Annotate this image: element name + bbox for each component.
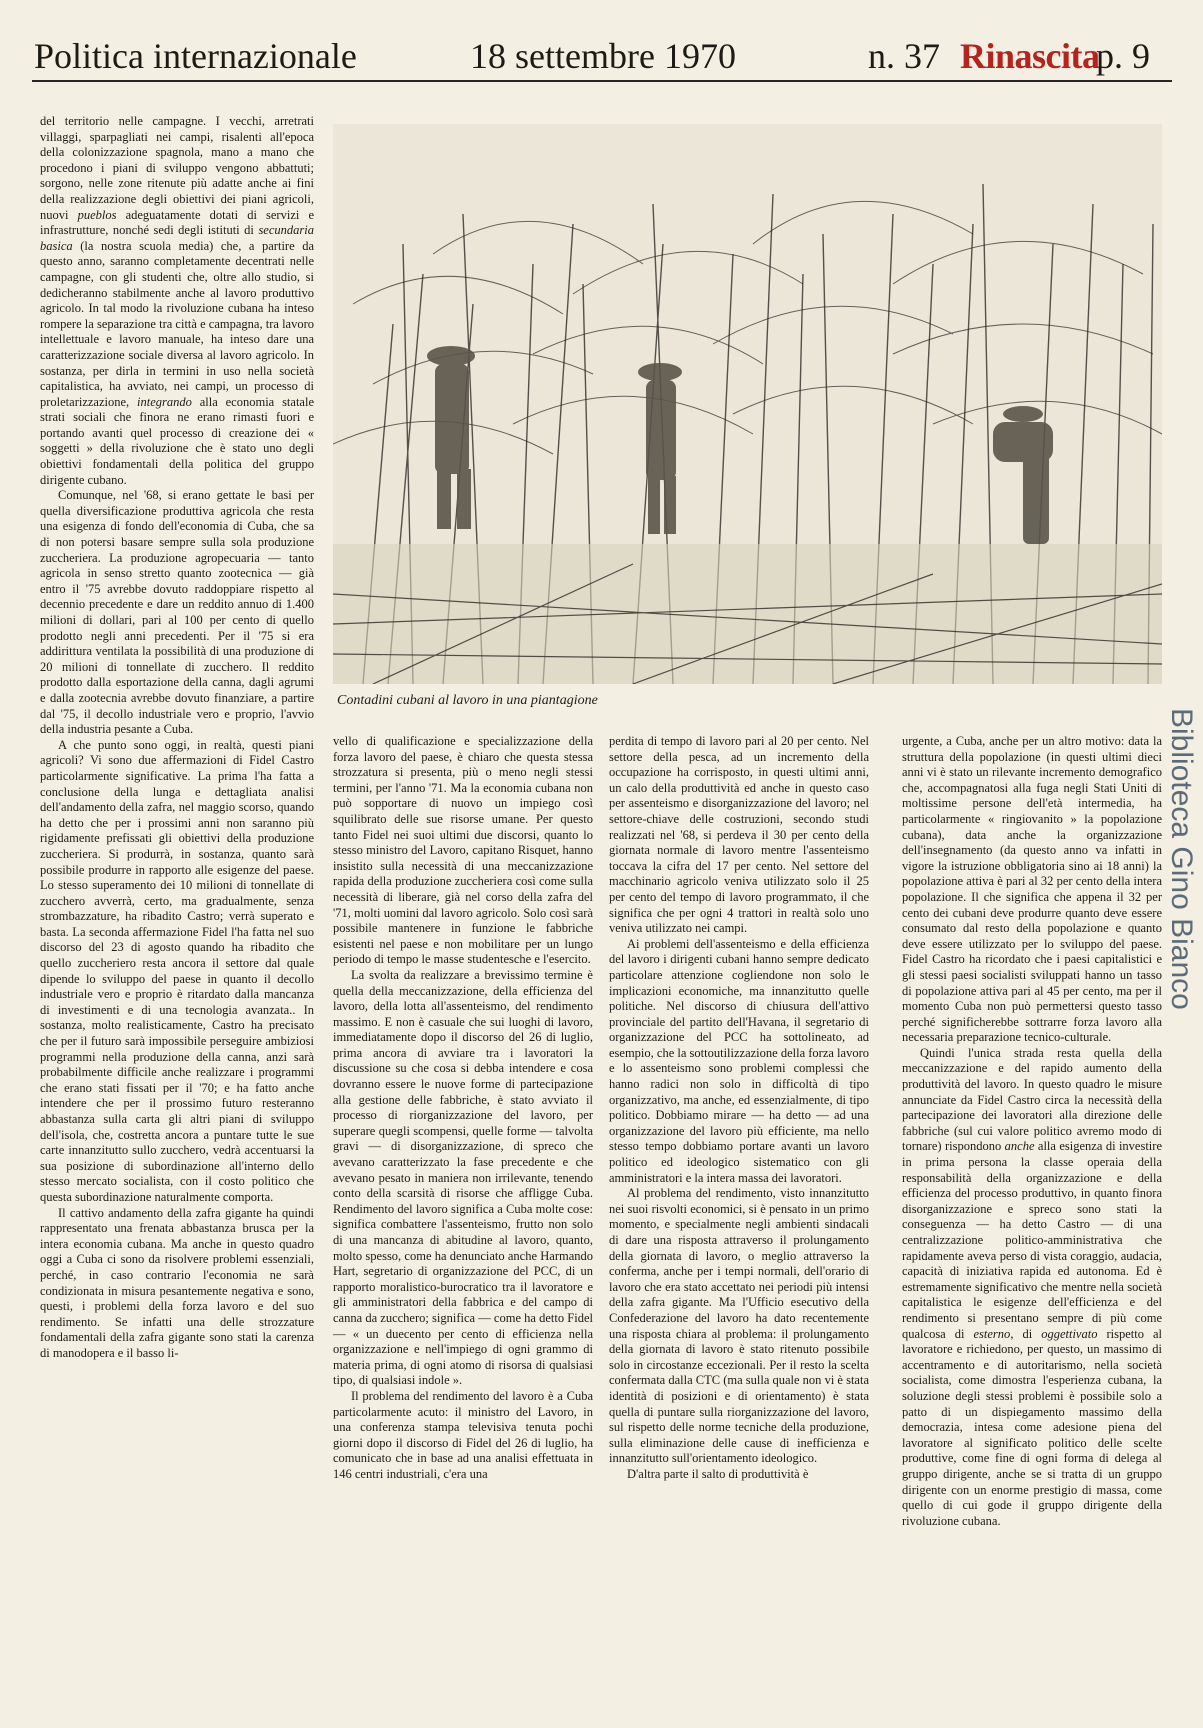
article-column-2 xyxy=(333,734,593,1483)
paragraph: Il cattivo andamento della zafra gigante ha quindi rappresentato una frenata abbastanza brusca per la intera economia cubana. Ma anche in questo quadro oggi a Cuba ci sono da risolvere problemi essenziali, perché, in caso contrario l'economia ne sarà condizionata in misura pesantemente negativa e sono, questi, i problemi della forza lavoro e del suo rendimento. Se infatti una delle strozzature fondamentali della zafra gigante sono stati la carenza di manodopera e il basso li- xyxy=(40,1205,314,1360)
article-column-4 xyxy=(902,734,1162,1529)
paragraph: Al problema del rendimento, visto innanzitutto nei suoi risvolti economici, si è pensato in un primo momento, e specialmente negli ambienti sindacali di dare una risposta attraverso il prolungamento della giornata di lavoro, o meglio attraverso la conferma, anche per i tempi normali, dell'orario di lavoro che era stato accettato nei periodi più intensi della zafra gigante. Ma l'Ufficio esecutivo della Confederazione del lavoro ha dato recentemente una risposta chiara al problema: il prolungamento della giornata di lavoro è stato ritenuto possibile solo in circostanze eccezionali. Per il resto la scelta confermata dalla CTC (ma sulla quale non vi è stata identità di posizioni e di orientamento) è stata quella di puntare sulla riorganizzazione del lavoro, sul rispetto delle norme tecniche della produzione, sulla eliminazione delle cause di inefficienza e innanzitutto sull'orientamento ideologico. xyxy=(609,1186,869,1466)
library-watermark: Biblioteca Gino Bianco xyxy=(1165,708,1198,1010)
sugarcane-field-image xyxy=(333,124,1162,684)
issue-date: 18 settembre 1970 xyxy=(470,36,736,76)
paragraph: Ai problemi dell'assenteismo e della efficienza del lavoro i dirigenti cubani hanno sempre dedicato particolare attenzione cogliendone non solo le implicazioni economiche, ma innanzitutto quelle politiche. Nel discorso di chiusura dell'attivo provinciale del partito dell'Havana, il segretario di organizzazione del PCC ha sottolineato, ad esempio, che la sottoutilizzazione della forza lavoro e lo assenteismo sono problemi complessi che hanno radici non solo in difficoltà di tipo organizzativo, ma anche, ed essenzialmente, di tipo politico. Dobbiamo mirare — ha detto — ad una organizzazione del lavoro più efficiente, ma nello stesso tempo dobbiamo portare avanti un lavoro politico ed ideologico sistematico con gli amministratori e la intera massa dei lavoratori. xyxy=(609,936,869,1185)
article-column-3 xyxy=(609,734,869,1483)
section-title: Politica internazionale xyxy=(34,36,357,76)
paragraph: D'altra parte il salto di produttività è xyxy=(627,1466,809,1481)
issue-number: n. 37 xyxy=(868,36,940,76)
paragraph: A che punto sono oggi, in realtà, questi piani agricoli? Vi sono due affermazioni di Fidel Castro particolarmente significative. La prima l'ha fatta a conclusione della lunga e dettagliata analisi dell'andamento della zafra, nel maggio scorso, quando ha detto che per i prossimi anni non saranno più rigidamente prefissati gli obiettivi della produzione zuccheriera. Si produrrà, in sostanza, quanto sarà possibile produrre in rapporto alle esigenze del paese. Lo stesso superamento dei 10 milioni di tonnellate di zucchero avverrà, certo, ma gradualmente, senza strombazzature, ha ribadito Castro; verrà superato e basta. La seconda affermazione Fidel l'ha fatta nel suo discorso del 23 di agosto quando ha ribadito che quello zuccheriero resta ancora il settore dal quale dipende lo sviluppo del paese in quanto il decollo industriale vero e proprio è ritardato dalla mancanza di investimenti e di una tecnologia avanzata.. In sostanza, molto realisticamente, Castro ha precisato che per il futuro sarà impossibile perseguire ambiziosi programmi nella produzione della canna, anzi sarà probabilmente difficile anche realizzare i programmi che erano stati fissati per il '70; e ha fatto anche intendere che per il prossimo futuro resteranno abbastanza sulla carta gli altri piani di sviluppo dell'isola, che, costretta ancora a puntare tutte le sue carte innanzitutto sullo zucchero, vedrà accentuarsi la sua posizione di subordinazione all'interno dello stesso mercato socialista, con il costo politico che questa subordinazione naturalmente comporta. xyxy=(40,737,314,1204)
paragraph: vello di qualificazione e specializzazione della forza lavoro del paese, è chiaro che questa stessa strozzatura si presenta, più o meno negli stessi termini, per l'anno '71. Ma la economia cubana non può sopportare di nuovo un impiego così squilibrato delle sue risorse umane. Per questo tanto Fidel nei suoi ultimi due discorsi, quanto lo stesso ministro del Lavoro, capitano Risquet, hanno insistito sulla necessità di una meccanizzazione rapida della produzione zuccheriera così come sulla necessità di liberare, già nel corso della zafra del '71, molti uomini dal lavoro agricolo. Solo così sarà possibile mantenere in funzione le fabbriche esistenti nel paese e non mobilitare per un lungo periodo di tempo le masse studentesche e l'esercito. xyxy=(333,734,593,967)
paragraph: La svolta da realizzare a brevissimo termine è quella della meccanizzazione, della efficienza del lavoro, della lotta all'assenteismo, del rendimento massimo. E non è casuale che sui luoghi di lavoro, immediatamente dopo il discorso del 26 di luglio, prima ancora di avviare tra i lavoratori la discussione su che cosa si debba intendere e cosa dovranno essere le nuove forme di partecipazione alla gestione delle fabbriche, è stato avviato il processo di riorganizzazione del lavoro, per superare quegli scompensi, quelle forme — talvolta gravi — di disorganizzazione, di spreco che avevano caratterizzato la fase precedente e che avevano pesato in maniera non irrilevante, tenendo conto della scarsità di risorse che affligge Cuba. Rendimento del lavoro significa a Cuba molte cose: significa combattere l'assenteismo, frutto non solo di una mancanza di abitudine al lavoro, quanto, molto spesso, come ha denunciato anche Harmando Hart, segretario di organizzazione del PCC, di un rapporto moralistico-burocratico tra il lavoratore e gli amministratori della fabbrica e del campo di canna da zucchero; significa — come ha detto Fidel — « un duecento per cento di efficienza nella organizzazione e nell'impiego di ogni grammo di materia prima, di ogni atomo di risorsa di qualsiasi tipo, di qualsiasi indole ». xyxy=(333,967,593,1388)
paragraph: Quindi l'unica strada resta quella della meccanizzazione e del rapido aumento della produttività del lavoro. In questo quadro le misure annunciate da Fidel Castro circa la necessità della partecipazione dei lavoratori alla direzione delle fabbriche (sul cui valore politico avremo modo di tornare) rispondono anche alla esigenza di investire in prima persona la classe operaia della responsabilità della organizzazione e della efficienza del processo produttivo, in quanto finora disorganizzazione e spreco sono stati la conseguenza — ha detto Castro — di una centralizzazione politico-amministrativa che rapidamente aveva perso di vista coraggio, audacia, capacità di iniziativa rapida ed autonoma. Ed è estremamente significativo che mentre nella società capitalistica le esigenze dell'efficienza e del rendimento si presentano sempre di più come qualcosa di esterno, di oggettivato rispetto al lavoratore e richiedono, per questo, un massimo di accentramento e di autoritarismo, nella società socialista, come dimostra l'esperienza cubana, la soluzione degli stessi problemi è possibile solo a patto di un dispiegamento massimo della democrazia, intesa come adesione piena del lavoratore al significato politico delle scelte produttive, come fine di ogni forma di delega al gruppo dirigente, anche se si tratta di un gruppo dirigente con un enorme prestigio di massa, come quello di cui gode il gruppo dirigente della rivoluzione cubana. xyxy=(902,1045,1162,1528)
paragraph: del territorio nelle campagne. I vecchi, arretrati villaggi, sparpagliati nei campi, risalenti all'epoca della colonizzazione spagnola, mano a mano che procedono i piani di sviluppo vengono abbattuti; sorgono, nelle zone ritenute più adatte anche ai fini della realizzazione degli obiettivi dei piani agricoli, nuovi pueblos adeguatamente dotati di servizi e infrastrutture, nonché sedi degli istituti di secundaria basica (la nostra scuola media) che, a partire da questo anno, saranno completamente decentrati nelle campagne, con gli studenti che, oltre allo studio, si dedicheranno stabilmente anche al lavoro produttivo agricolo. In tal modo la rivoluzione cubana ha inteso rompere la separazione tra città e campagna, tra lavoro intellettuale e lavoro manuale, ha inteso dare una caratterizzazione sociale diversa al lavoro agricolo. In sostanza, per dirla in termini in uso nella società capitalistica, ha avviato, nei campi, un processo di proletarizzazione, integrando alla economia statale strati sociali che finora ne erano rimasti fuori e portando avanti quel processo di creazione dei « soggetti » della rivoluzione che è stato uno degli obiettivi fondamentali della politica del gruppo dirigente cubano. xyxy=(40,114,314,487)
article-column-1 xyxy=(40,114,314,1362)
plantation-photo xyxy=(333,124,1162,684)
photo-caption: Contadini cubani al lavoro in una piantagione xyxy=(337,693,598,708)
paragraph: Il problema del rendimento del lavoro è a Cuba particolarmente acuto: il ministro del Lavoro, in una conferenza stampa televisiva tenuta pochi giorni dopo il discorso di Fidel del 26 di luglio, ha comunicato che in base ad una analisi effettuata in 146 centri industriali, c'era una xyxy=(333,1388,593,1481)
page-number: p. 9 xyxy=(1096,36,1150,76)
page-header xyxy=(32,30,1172,82)
paragraph: perdita di tempo di lavoro pari al 20 per cento. Nel settore della pesca, ad un incremento della occupazione ha corrisposto, in questi ultimi anni, un calo della produttività ed anche in questo caso per assenteismo e disorganizzazione del lavoro; nel settore-chiave delle costruzioni, secondo studi realizzati nel '68, si perdeva il 30 per cento della giornata normale di lavoro mentre l'assenteismo toccava la cifra del 17 per cento. Nel settore del macchinario agricolo veniva utilizzato solo il 25 per cento del tempo di lavoro programmato, il che significa che per ogni 4 trattori in realtà solo uno veniva utilizzato nei campi. xyxy=(609,734,869,936)
magazine-logo: Rinascita xyxy=(960,36,1100,76)
paragraph: urgente, a Cuba, anche per un altro motivo: data la struttura della popolazione (in questi ultimi dieci anni vi è stato un rilevante incremento demografico che, accompagnatosi alla fuga negli Stati Uniti di moltissime persone dell'età intermedia, ha particolarmente « ringiovanito » la popolazione cubana), data anche la organizzazione dell'insegnamento (da questo anno va infatti in vigore la istruzione obbligatoria sino ai 18 anni) la popolazione attiva è pari al 32 per cento della intera popolazione. Il che significa che appena il 32 per cento dei cubani deve produrre quanto deve essere consumato dal resto della popolazione e quanto deve essere utilizzato per lo sviluppo del paese. Fidel Castro ha ricordato che i paesi capitalistici e gli stessi paesi socialisti sviluppati hanno un tasso di popolazione attiva pari al 45 per cento, ma per il momento Cuba non può permettersi questo tasso perché significherebbe sottrarre forza lavoro alla necessaria preparazione tecnico-culturale. xyxy=(902,734,1162,1045)
paragraph: Comunque, nel '68, si erano gettate le basi per quella diversificazione produttiva agricola che resta una esigenza di fondo dell'economia di Cuba, che sa di non potersi basare sempre sulla sola produzione zuccheriera. La produzione agropecuaria — tanto agricola in senso stretto quanto zootecnica — già entro il '75 avrebbe dovuto raddoppiare rispetto al decennio precedente e dare un reddito annuo di 1.400 milioni di dollari, pari al 100 per cento di quello prodotto negli anni precedenti. Per il '75 si era addirittura ventilata la possibilità di una produzione di 20 milioni di tonnellate di zucchero. Il reddito prodotto dalla esportazione della canna, dagli agrumi e dalla zootecnia avrebbe dovuto finanziare, a partire dal '75, il decollo industriale vero e proprio, l'avvio della industria pesante a Cuba. xyxy=(40,488,314,737)
